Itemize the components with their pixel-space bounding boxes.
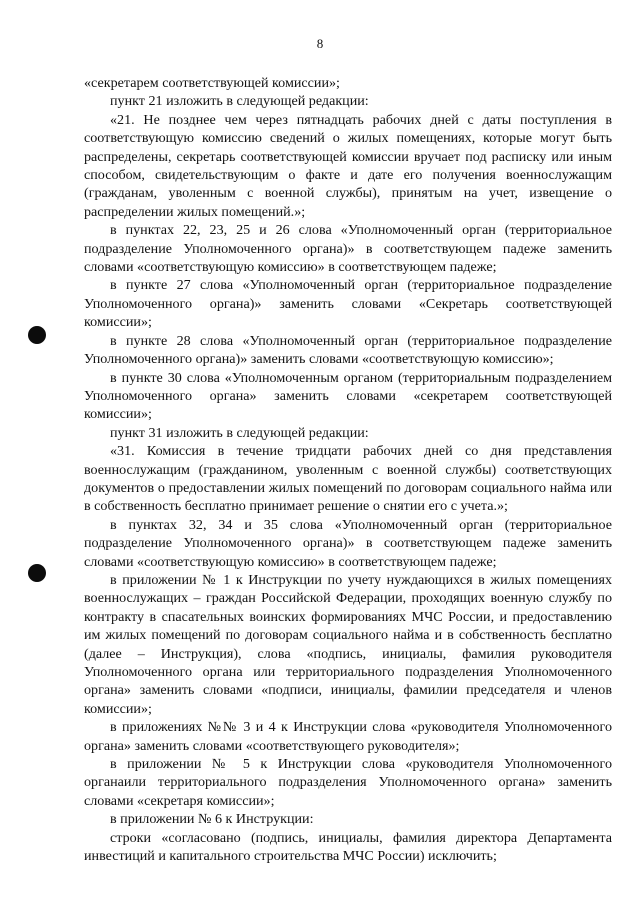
paragraph-4: в пунктах 22, 23, 25 и 26 слова «Уполномоченный орган (территориальное подразделение Уполномоченного органа)» в соответствующем падеже заменить словами «соответствующую комиссию» в соответствующем падеже; — [84, 222, 612, 276]
page-number: 8 — [316, 36, 324, 51]
paragraph-8: пункт 31 изложить в следующей редакции: — [110, 424, 369, 441]
punch-hole-bottom — [28, 564, 46, 582]
paragraph-10: в пунктах 32, 34 и 35 слова «Уполномоченный орган (территориальное подразделение Уполномоченного органа)» в соответствующем падеже заменить словами «соответствующую комиссию» в соответствующем падеже; — [84, 516, 612, 570]
paragraph-9: «31. Комиссия в течение тридцати рабочих дней со дня представления военнослужащим (гражданином, уволенным с военной службы) соответствующих документов о предоставлении жилых помещений по договорам социального найма или в собственность бесплатно принимает решение о снятии его с учета.»; — [84, 443, 612, 515]
paragraph-1: «секретарем соответствующей комиссии»; — [84, 75, 340, 91]
paragraph-14: в приложении № 6 к Инструкции: — [110, 811, 314, 828]
punch-hole-top — [28, 326, 46, 344]
paragraph-7: в пункте 30 слова «Уполномоченным органом (территориальным подразделением Уполномоченного органа» заменить словами «секретарем соответствующей комиссии»; — [84, 369, 612, 423]
paragraph-15: строки «согласовано (подпись, инициалы, фамилия директора Департамента инвестиций и капитального строительства МЧС России) исключить; — [84, 829, 612, 865]
paragraph-12: в приложениях №№ 3 и 4 к Инструкции слова «руководителя Уполномоченного органа» заменить словами «соответствующего руководителя»; — [84, 719, 612, 754]
document-body — [84, 74, 612, 865]
paragraph-3: «21. Не позднее чем через пятнадцать рабочих дней с даты поступления в соответствующую комиссию сведений о жилых помещениях, которые могут быть распределены, секретарь соответствующей комиссии вручает под расписку или иным способом, свидетельствующим о факте и дате его получения военнослужащим (гражданам, уволенным с военной службы), принятым на учет, извещение о распределении жилых помещений.»; — [84, 111, 612, 220]
paragraph-11: в приложении № 1 к Инструкции по учету нуждающихся в жилых помещениях военнослужащих – граждан Российской Федерации, проходящих военную службу по контракту в спасательных воинских формированиях МЧС России, и предоставлению им жилых помещений по договорам социального найма и в собственность бесплатно (далее – Инструкция), слова «подпись, инициалы, фамилия руководителя Уполномоченного органа или территориального подразделения Уполномоченного органа» заменить словами «подписи, инициалы, фамилии председателя и членов комиссии»; — [84, 571, 612, 717]
paragraph-5: в пункте 27 слова «Уполномоченный орган (территориальное подразделение Уполномоченного органа)» заменить словами «Секретарь соответствующей комиссии»; — [84, 277, 612, 331]
paragraph-13: в приложении № 5 к Инструкции слова «руководителя Уполномоченного органаили территориального подразделения Уполномоченного органа» заменить словами «секретаря комиссии»; — [84, 756, 612, 809]
paragraph-6: в пункте 28 слова «Уполномоченный орган (территориальное подразделение Уполномоченного органа)» заменить словами «соответствующую комиссию»; — [84, 332, 612, 368]
paragraph-2: пункт 21 изложить в следующей редакции: — [110, 93, 369, 110]
